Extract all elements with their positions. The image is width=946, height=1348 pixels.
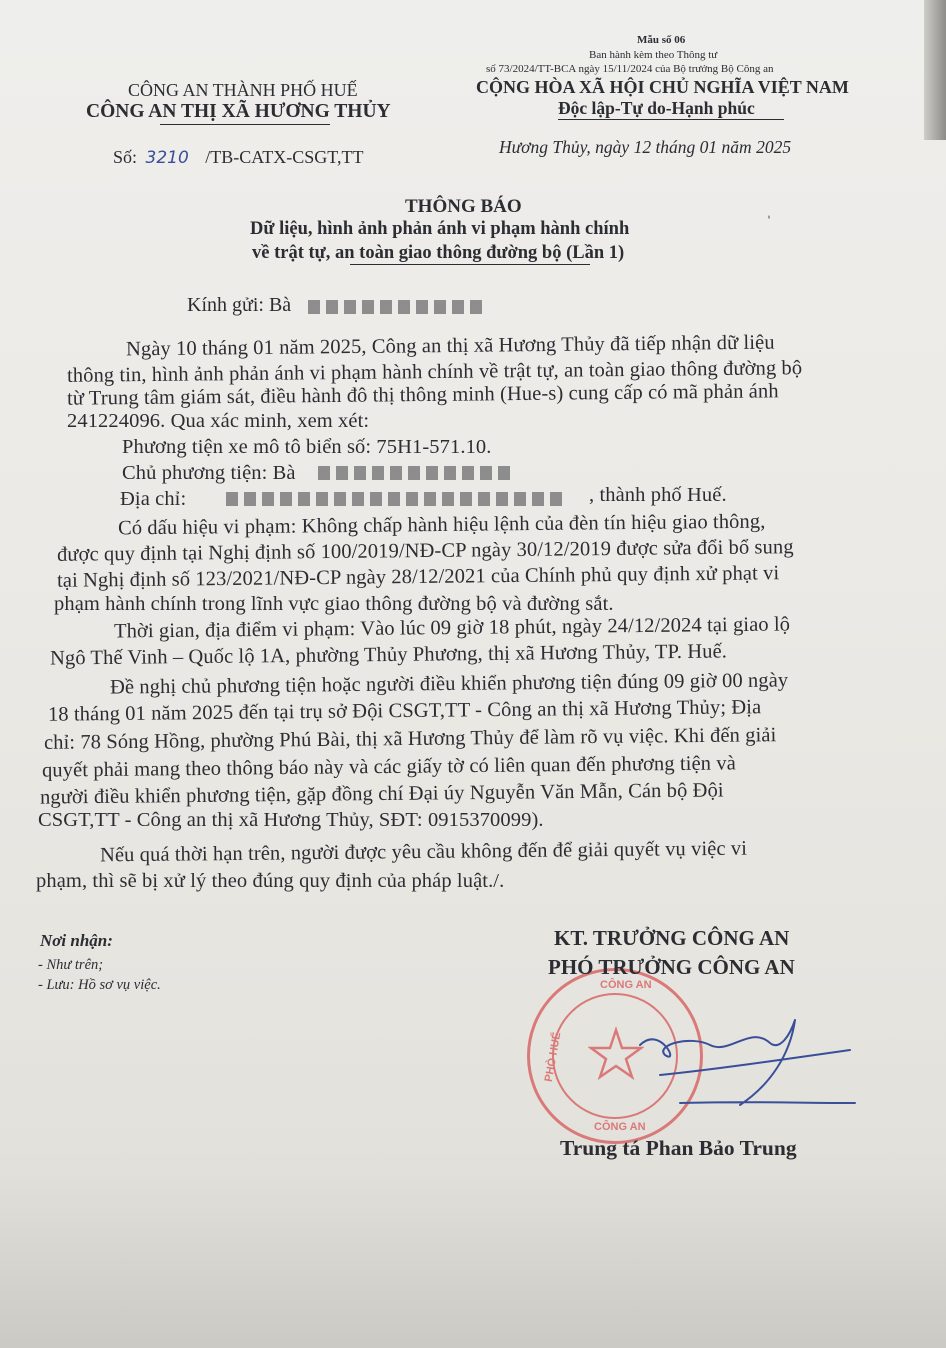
body-address-city: , thành phố Huế. (589, 484, 727, 506)
pen-mark: ˈ (766, 212, 772, 232)
recipients-item1: - Như trên; (38, 957, 104, 973)
seal-bottom-text: CÔNG AN (594, 1121, 646, 1133)
body-owner: Chủ phương tiện: Bà (122, 462, 296, 484)
seal-left-text: PHÒ HUẾ (542, 1031, 564, 1083)
seal-top-text: CÔNG AN (600, 979, 652, 991)
motto-underline (558, 119, 784, 120)
body-p5-l2: phạm, thì sẽ bị xử lý theo đúng quy định của pháp luật./. (36, 870, 505, 892)
recipients-item2: - Lưu: Hồ sơ vụ việc. (38, 977, 161, 993)
doc-number-suffix: /TB-CATX-CSGT,TT (205, 147, 364, 167)
body-p1-l3: từ Trung tâm giám sát, điều hành đô thị thông minh (Hue-s) cung cấp có mã phản ánh (66, 380, 779, 410)
redacted-address (226, 492, 568, 506)
body-p1-l1: Ngày 10 tháng 01 năm 2025, Công an thị xã Hương Thủy đã tiếp nhận dữ liệu (125, 331, 775, 361)
body-p3-l1: Thời gian, địa điểm vi phạm: Vào lúc 09 giờ 18 phút, ngày 24/12/2024 tại giao lộ (113, 613, 791, 643)
doc-number (113, 147, 363, 168)
signature-line2: PHÓ TRƯỞNG CÔNG AN (548, 955, 795, 979)
body-p1-l4: 241224096. Qua xác minh, xem xét: (67, 410, 370, 432)
title-sub2: về trật tự, an toàn giao thông đường bộ (Lần 1) (252, 243, 625, 263)
body-p2-l1: Có dấu hiệu vi phạm: Không chấp hành hiệu lệnh của đèn tín hiệu giao thông, (117, 510, 766, 540)
title-main: THÔNG BÁO (405, 196, 522, 217)
form-code-line3: số 73/2024/TT-BCA ngày 15/11/2024 của Bộ trưởng Bộ Công an (486, 63, 774, 75)
agency-parent: CÔNG AN THÀNH PHỐ HUẾ (128, 80, 358, 100)
body-p4-l6: CSGT,TT - Công an thị xã Hương Thủy, SĐT: 0915370099). (38, 809, 544, 831)
body-p2-l4: phạm hành chính trong lĩnh vực giao thông đường bộ và đường sắt. (54, 593, 614, 615)
body-p1-l2: thông tin, hình ảnh phản ánh vi phạm hành chính về trật tự, an toàn giao thông đường bộ (66, 357, 803, 387)
doc-number-handwritten: 3210 (145, 148, 189, 168)
agency-unit: CÔNG AN THỊ XÃ HƯƠNG THỦY (86, 101, 391, 122)
paper-shadow (0, 1168, 946, 1348)
body-p2-l2: được quy định tại Nghị định số 100/2019/NĐ-CP ngày 30/12/2019 được sửa đổi bổ sung (56, 536, 794, 566)
background-edge (924, 0, 946, 140)
form-code-line2: Ban hành kèm theo Thông tư (589, 49, 718, 61)
redacted-recipient (308, 300, 488, 314)
body-p4-l2: 18 tháng 01 năm 2025 đến tại trụ sở Đội CSGT,TT - Công an thị xã Hương Thủy; Địa (47, 696, 762, 726)
body-p4-l4: quyết phải mang theo thông báo này và các giấy tờ có liên quan đến phương tiện và (41, 752, 736, 782)
body-p5-l1: Nếu quá thời hạn trên, người được yêu cầu không đến để giải quyết vụ việc vi (99, 837, 748, 867)
signer-name: Trung tá Phan Bảo Trung (560, 1136, 797, 1160)
body-p4-l1: Đề nghị chủ phương tiện hoặc người điều khiển phương tiện đúng 09 giờ 00 ngày (109, 669, 789, 699)
title-sub1: Dữ liệu, hình ảnh phản ánh vi phạm hành chính (250, 219, 630, 239)
redacted-owner (318, 466, 516, 480)
national-name: CỘNG HÒA XÃ HỘI CHỦ NGHĨA VIỆT NAM (476, 77, 849, 97)
body-p3-l2: Ngô Thế Vinh – Quốc lộ 1A, phường Thủy Phương, thị xã Hương Thủy, TP. Huế. (49, 640, 728, 670)
body-p4-l5: người điều khiển phương tiện, gặp đồng chí Đại úy Nguyễn Văn Mẫn, Cán bộ Đội (39, 779, 724, 809)
signature-line1: KT. TRƯỞNG CÔNG AN (554, 926, 790, 950)
body-p2-l3: tại Nghị định số 123/2021/NĐ-CP ngày 28/12/2021 của Chính phủ quy định xử phạt vi (56, 562, 780, 592)
recipient-label: Kính gửi: Bà (187, 294, 292, 316)
body-vehicle: Phương tiện xe mô tô biển số: 75H1-571.10. (122, 436, 492, 458)
handwritten-signature-icon (620, 1015, 860, 1115)
form-code-line1: Mẫu số 06 (637, 34, 686, 46)
body-p4-l3: chỉ: 78 Sóng Hồng, phường Phú Bài, thị xã Hương Thủy để làm rõ vụ việc. Khi đến giải (43, 724, 777, 754)
national-motto: Độc lập-Tự do-Hạnh phúc (558, 98, 755, 118)
place-date: Hương Thủy, ngày 12 tháng 01 năm 2025 (499, 137, 792, 157)
body-address-label: Địa chỉ: (120, 488, 187, 510)
recipients-label: Nơi nhận: (40, 931, 113, 950)
agency-underline (160, 124, 330, 125)
doc-number-prefix: Số: (113, 147, 138, 167)
title-underline (350, 264, 590, 265)
